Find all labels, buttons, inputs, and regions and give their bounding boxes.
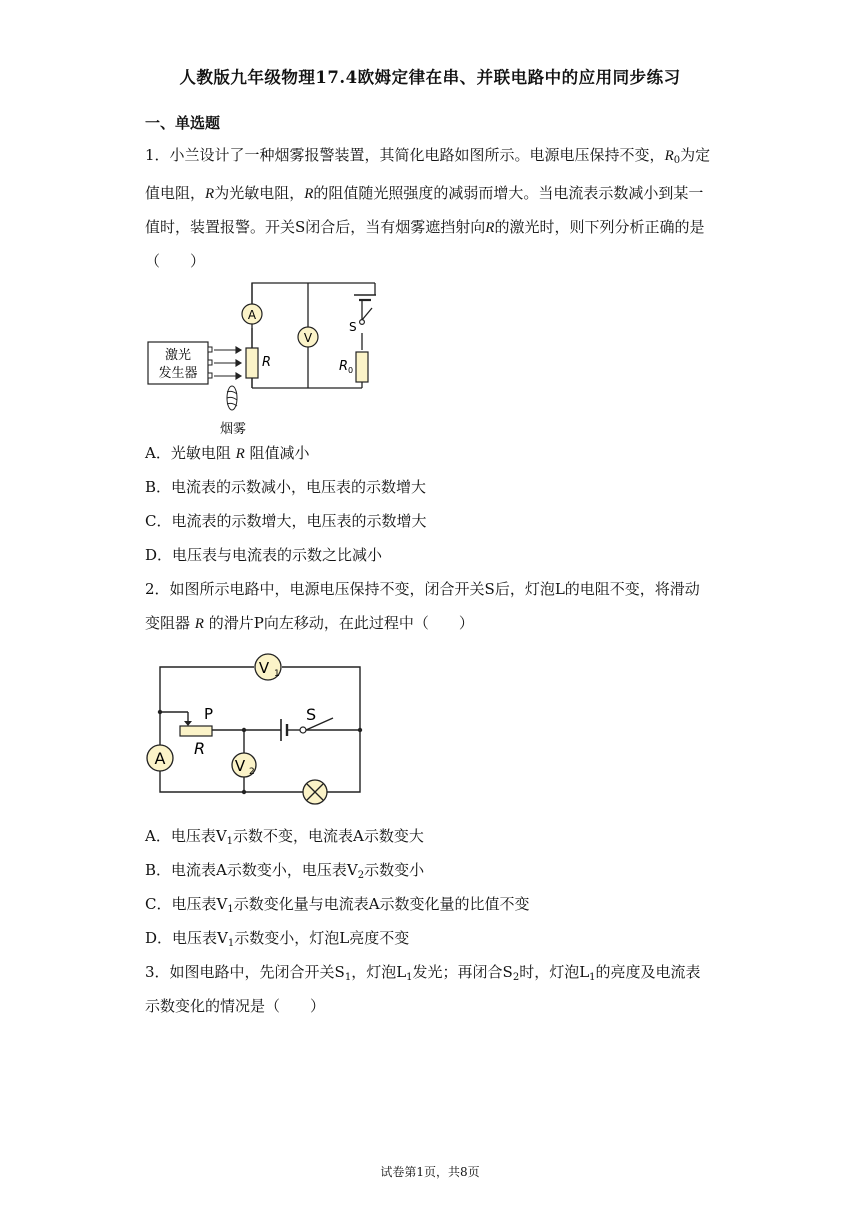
fixed-resistor-subscript: 0 bbox=[348, 366, 354, 375]
section-heading: 一、单选题 bbox=[145, 114, 221, 132]
q1-line-4: （ ） bbox=[145, 252, 206, 270]
q1-circuit-figure bbox=[140, 278, 390, 440]
fixed-resistor-icon bbox=[356, 352, 368, 382]
page-footer: 试卷第1页，共8页 bbox=[380, 1165, 480, 1179]
q1-line-1: 1．小兰设计了一种烟雾报警装置，其简化电路如图所示。电源电压保持不变，$R_0$为定 bbox=[145, 146, 711, 166]
q2-option-b: B．电流表A示数变小，电压表$V_2$示数变小 bbox=[145, 861, 425, 881]
q1-line-2: 值电阻，R为光敏电阻，R的阻值随光照强度的减弱而增大。当电流表示数减小到某一 bbox=[145, 184, 704, 202]
q1-option-b: B．电流表的示数减小，电压表的示数增大 bbox=[145, 478, 427, 496]
photoresistor-icon bbox=[246, 348, 258, 378]
rheostat-icon bbox=[180, 726, 212, 736]
smoke-label: 烟雾 bbox=[219, 422, 247, 437]
ammeter-label: A bbox=[247, 308, 257, 322]
slider-label: P bbox=[204, 705, 214, 723]
q1-option-d: D．电压表与电流表的示数之比减小 bbox=[145, 546, 383, 564]
slider-arrow-icon bbox=[184, 721, 192, 726]
q3-line-2: 示数变化的情况是（ ） bbox=[145, 997, 326, 1015]
rheostat-label: R bbox=[194, 739, 206, 758]
q1-option-c: C．电流表的示数增大，电压表的示数增大 bbox=[145, 512, 427, 530]
ammeter-label: A bbox=[154, 749, 166, 768]
photoresistor-label: R bbox=[262, 355, 272, 370]
voltmeter-v1-subscript: 1 bbox=[274, 669, 280, 679]
q1-option-a: A．光敏电阻 R 阻值减小 bbox=[145, 444, 310, 462]
page-title: 人教版九年级物理17.4欧姆定律在串、并联电路中的应用同步练习 bbox=[179, 68, 681, 87]
laser-label-1: 激光 bbox=[164, 348, 192, 363]
voltmeter-v2-label: V bbox=[234, 757, 246, 775]
q2-circuit-figure bbox=[140, 650, 375, 805]
laser-label-2: 发生器 bbox=[158, 366, 198, 381]
switch-label: S bbox=[349, 320, 357, 334]
lamp-icon bbox=[303, 780, 327, 804]
voltmeter-v2-subscript: 2 bbox=[249, 767, 255, 777]
q3-line-1: 3．如图电路中，先闭合开关$S_1$，灯泡$L_1$发光；再闭合$S_2$时，灯泡$L_1$的亮度及电流表 bbox=[145, 963, 701, 983]
q2-line-2: 变阻器 R 的滑片P向左移动，在此过程中（ ） bbox=[145, 614, 474, 632]
fixed-resistor-label: R bbox=[339, 359, 349, 374]
voltmeter-v1-label: V bbox=[258, 659, 270, 677]
q2-line-1: 2．如图所示电路中，电源电压保持不变，闭合开关S后，灯泡L的电阻不变，将滑动 bbox=[145, 580, 700, 598]
voltmeter-label: V bbox=[303, 331, 313, 345]
q2-option-c: C．电压表$V_1$示数变化量与电流表A示数变化量的比值不变 bbox=[145, 895, 530, 915]
switch-label: S bbox=[306, 705, 317, 724]
q2-option-d: D．电压表$V_1$示数变小，灯泡L亮度不变 bbox=[145, 929, 410, 949]
q2-option-a: A．电压表$V_1$示数不变，电流表A示数变大 bbox=[145, 827, 424, 847]
q1-line-3: 值时，装置报警。开关S闭合后，当有烟雾遮挡射向R的激光时，则下列分析正确的是 bbox=[145, 218, 705, 236]
laser-arrows-icon bbox=[214, 347, 241, 379]
smoke-icon bbox=[227, 386, 237, 410]
